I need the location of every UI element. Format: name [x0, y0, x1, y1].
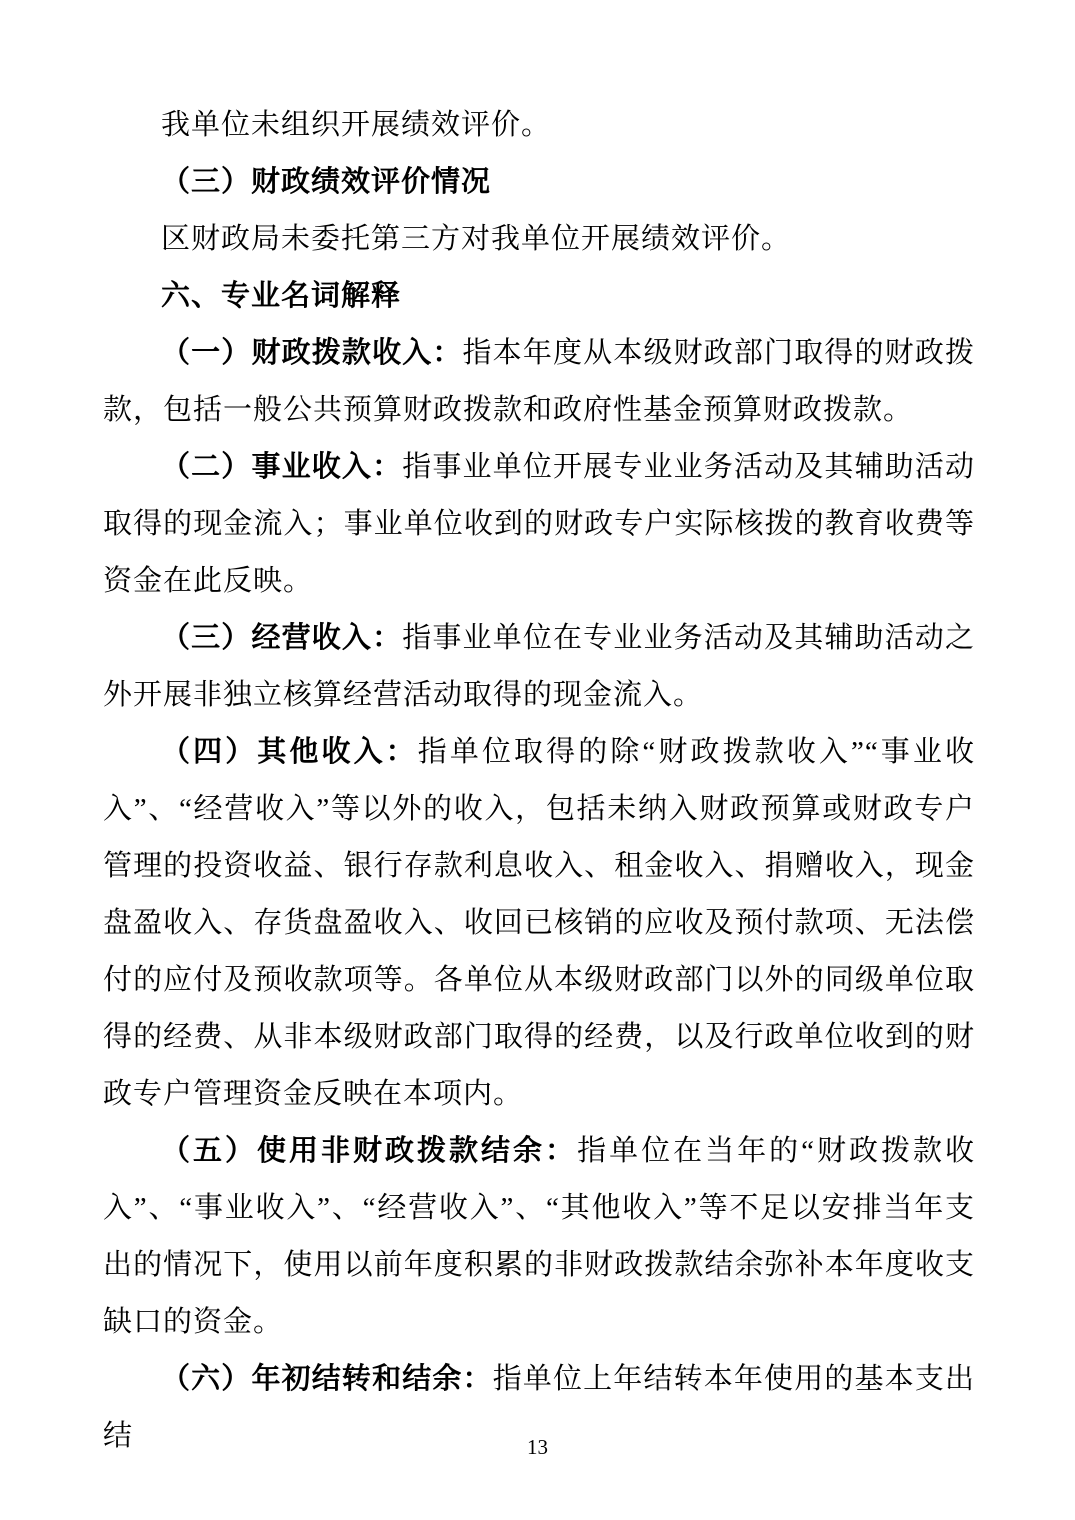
document-body — [103, 97, 975, 1465]
definition-text: 指本年度从本级财政部门取得的财政拨款，包括一般公共预算财政拨款和政府性基金预算财政拨款。 — [103, 337, 975, 426]
definition-text: 指单位在当年的“财政拨款收入”、“事业收入”、“经营收入”、“其他收入”等不足以安排当年支出的情况下，使用以前年度积累的非财政拨款结余弥补本年度收支缺口的资金。 — [103, 1135, 975, 1338]
section-subheading: （三）财政绩效评价情况 — [161, 166, 492, 198]
paragraph: 我单位未组织开展绩效评价。 — [161, 109, 552, 141]
definition-paragraph — [103, 439, 975, 610]
paragraph: 区财政局未委托第三方对我单位开展绩效评价。 — [161, 223, 792, 255]
definition-term: （三）经营收入： — [161, 622, 403, 654]
definition-text: 指单位取得的除“财政拨款收入”“事业收入”、“经营收入”等以外的收入，包括未纳入财政预算或财政专户管理的投资收益、银行存款利息收入、租金收入、捐赠收入，现金盘盈收入、存货盘盈收入、收回已核销的应收及预付款项、无法偿付的应付及预收款项等。各单位从本级财政部门以外的同级单位取得的经费、从非本级财政部门取得的经费，以及行政单位收到的财政专户管理资金反映在本项内。 — [103, 736, 975, 1110]
definition-text: 指事业单位在专业业务活动及其辅助活动之外开展非独立核算经营活动取得的现金流入。 — [103, 622, 975, 711]
definition-term: （五）使用非财政拨款结余： — [161, 1135, 578, 1167]
definition-text: 指事业单位开展专业业务活动及其辅助活动取得的现金流入；事业单位收到的财政专户实际核拨的教育收费等资金在此反映。 — [103, 451, 975, 597]
definition-paragraph — [103, 724, 975, 1123]
section-heading: 六、专业名词解释 — [161, 280, 402, 312]
definition-term: （二）事业收入： — [161, 451, 403, 483]
definition-paragraph — [103, 610, 975, 724]
page-number: 13 — [527, 1435, 548, 1459]
definition-text: 指单位上年结转本年使用的基本支出结 — [103, 1363, 975, 1452]
definition-term: （六）年初结转和结余： — [161, 1363, 493, 1395]
definition-paragraph — [103, 1123, 975, 1351]
definition-term: （四）其他收入： — [161, 736, 418, 768]
definition-paragraph — [103, 325, 975, 439]
definition-term: （一）财政拨款收入： — [161, 337, 463, 369]
